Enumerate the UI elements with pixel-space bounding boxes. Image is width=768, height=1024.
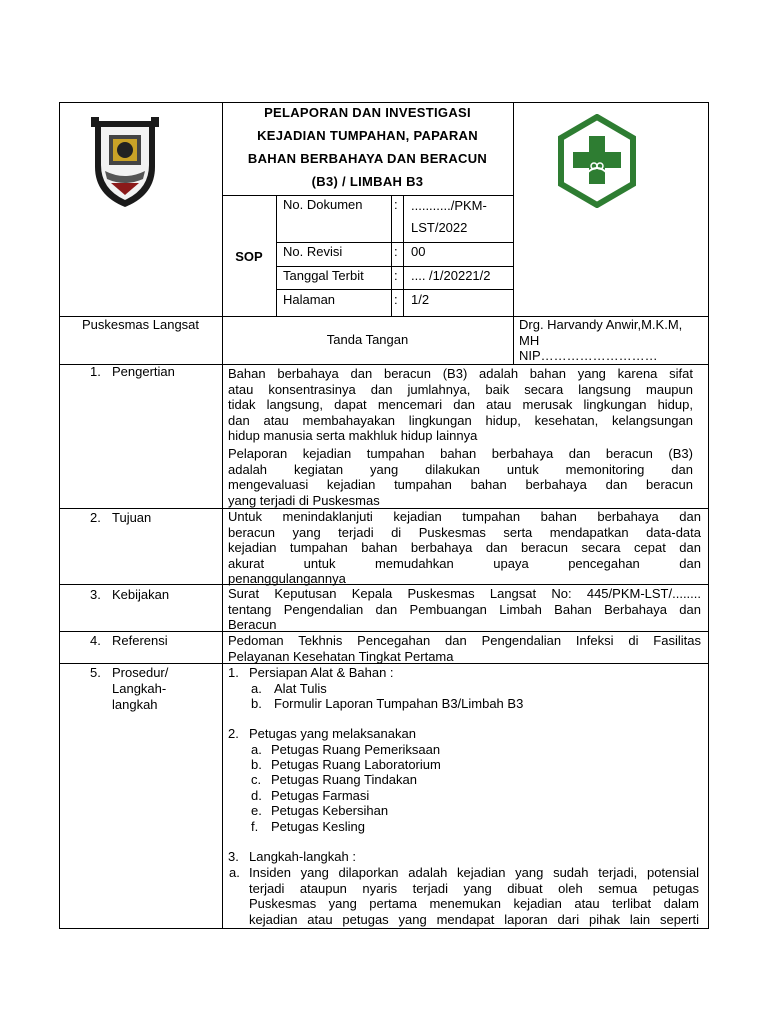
- text-line: Pedoman Tekhnis Pencegahan dan Pengendalian Infeksi di Fasilitas: [228, 633, 701, 648]
- field-separator: :: [394, 268, 398, 283]
- section-title-referensi: Referensi: [112, 633, 168, 648]
- section-title-prosedur: Langkah-: [112, 681, 167, 696]
- text-line: terjadi ataupun nyaris terjadi yang dibuat oleh semua petugas: [249, 880, 699, 896]
- section-title-kebijakan: Kebijakan: [112, 587, 170, 602]
- text-line: Pelaporan kejadian tumpahan bahan berbahaya dan beracun (B3): [228, 446, 693, 461]
- list-letter: b.: [251, 696, 262, 711]
- list-item: Formulir Laporan Tumpahan B3/Limbah B3: [274, 696, 524, 711]
- text-line: atau konsentrasinya dan jumlahnya, baik secara langsung maupun: [228, 381, 693, 397]
- document-title-line: PELAPORAN DAN INVESTIGASI: [264, 105, 471, 120]
- text-line: adalah kegiatan yang dilakukan untuk memonitoring dan: [228, 461, 693, 477]
- text-line: tidak langsung, dapat mencemari dan atau merusak lingkungan hidup,: [228, 397, 693, 412]
- document-title-line: BAHAN BERBAHAYA DAN BERACUN: [247, 151, 488, 166]
- puskesmas-cross-logo-icon: [556, 114, 638, 208]
- section-number: 1.: [90, 364, 101, 379]
- section-title-pengertian: Pengertian: [112, 364, 175, 379]
- text-line: kejadian tumpahan bahan berbahaya dan beracun secara cepat dan: [228, 540, 701, 555]
- no-revisi-value: 00: [411, 244, 426, 259]
- regional-emblem-icon: [85, 115, 165, 211]
- list-letter: a.: [251, 681, 262, 696]
- list-letter: a.: [251, 742, 262, 757]
- field-separator: :: [394, 292, 398, 307]
- no-dokumen-value: LST/2022: [411, 220, 468, 235]
- step-title: Langkah-langkah :: [249, 849, 356, 864]
- text-line: kejadian atau petugas yang mendapat laporan dari pihak lain seperti: [249, 911, 699, 927]
- text-line: Surat Keputusan Kepala Puskesmas Langsat No: 445/PKM-LST/........: [228, 586, 701, 601]
- list-item: Petugas Farmasi: [271, 788, 370, 803]
- section-number: 2.: [90, 510, 101, 525]
- no-dokumen-label: No. Dokumen: [283, 197, 363, 212]
- document-title-line: KEJADIAN TUMPAHAN, PAPARAN: [257, 128, 478, 143]
- step-number: 2.: [228, 726, 239, 741]
- step-number: 3.: [228, 849, 239, 864]
- section-number: 4.: [90, 633, 101, 648]
- text-line: dan atau membahayakan lingkungan hidup, kesehatan, kelangsungan: [228, 412, 693, 428]
- text-line: mengevaluasi kejadian tumpahan bahan berbahaya dan beracun: [228, 477, 693, 492]
- tanggal-terbit-value: .... /1/20221/2: [411, 268, 491, 283]
- step-number: 1.: [228, 665, 239, 680]
- text-line: yang terjadi di Puskesmas: [228, 492, 380, 508]
- head-nip: NIP………………………: [519, 348, 658, 363]
- section-title-prosedur: langkah: [112, 697, 158, 712]
- head-name: Drg. Harvandy Anwir,M.K.M,: [519, 317, 683, 332]
- text-line: Puskesmas yang pertama menemukan kejadian atau terlibat dalam: [249, 896, 699, 911]
- list-letter: a.: [229, 865, 240, 880]
- list-letter: c.: [251, 772, 262, 787]
- list-item: Petugas Ruang Pemeriksaan: [271, 742, 441, 757]
- halaman-label: Halaman: [283, 292, 336, 307]
- text-line: penanggulangannya: [228, 571, 346, 586]
- no-revisi-label: No. Revisi: [283, 244, 343, 259]
- list-item: Petugas Kebersihan: [271, 803, 389, 818]
- no-dokumen-value: .........../PKM-: [411, 198, 487, 213]
- puskesmas-name: Puskesmas Langsat: [81, 317, 200, 332]
- list-item: Petugas Ruang Laboratorium: [271, 757, 441, 772]
- section-number: 5.: [90, 665, 101, 680]
- section-title-prosedur: Prosedur/: [112, 665, 169, 680]
- text-line: Insiden yang dilaporkan adalah kejadian yang sudah terjadi, potensial: [249, 865, 699, 880]
- list-item: Alat Tulis: [274, 681, 327, 696]
- text-line: Pelayanan Kesehatan Tingkat Pertama: [228, 648, 454, 664]
- list-letter: e.: [251, 803, 262, 818]
- text-line: beracun yang terjadi di Puskesmas serta mendapatkan data-data: [228, 524, 701, 540]
- field-separator: :: [394, 244, 398, 259]
- signature-label: Tanda Tangan: [326, 332, 409, 347]
- tanggal-terbit-label: Tanggal Terbit: [283, 268, 364, 283]
- text-line: Untuk menindaklanjuti kejadian tumpahan bahan berbahaya dan: [228, 509, 701, 524]
- section-title-tujuan: Tujuan: [112, 510, 152, 525]
- step-title: Persiapan Alat & Bahan :: [249, 665, 394, 680]
- text-line: Bahan berbahaya dan beracun (B3) adalah bahan yang karena sifat: [228, 366, 693, 381]
- step-title: Petugas yang melaksanakan: [249, 726, 416, 741]
- list-letter: d.: [251, 788, 262, 803]
- text-line: tentang Pengendalian dan Pembuangan Limbah Bahan Berbahaya dan: [228, 601, 701, 617]
- section-number: 3.: [90, 587, 101, 602]
- list-item: Petugas Ruang Tindakan: [271, 772, 417, 787]
- head-degree: MH: [519, 333, 540, 348]
- sop-label: SOP: [235, 249, 263, 264]
- list-letter: f.: [251, 819, 259, 834]
- halaman-value: 1/2: [411, 292, 430, 307]
- text-line: akurat untuk memudahkan upaya pencegahan dan: [228, 555, 701, 571]
- text-line: hidup manusia serta makhluk hidup lainnya: [228, 428, 478, 443]
- field-separator: :: [394, 197, 398, 212]
- list-letter: b.: [251, 757, 262, 772]
- document-title-line: (B3) / LIMBAH B3: [311, 174, 424, 189]
- text-line: Beracun: [228, 617, 277, 632]
- list-item: Petugas Kesling: [271, 819, 365, 834]
